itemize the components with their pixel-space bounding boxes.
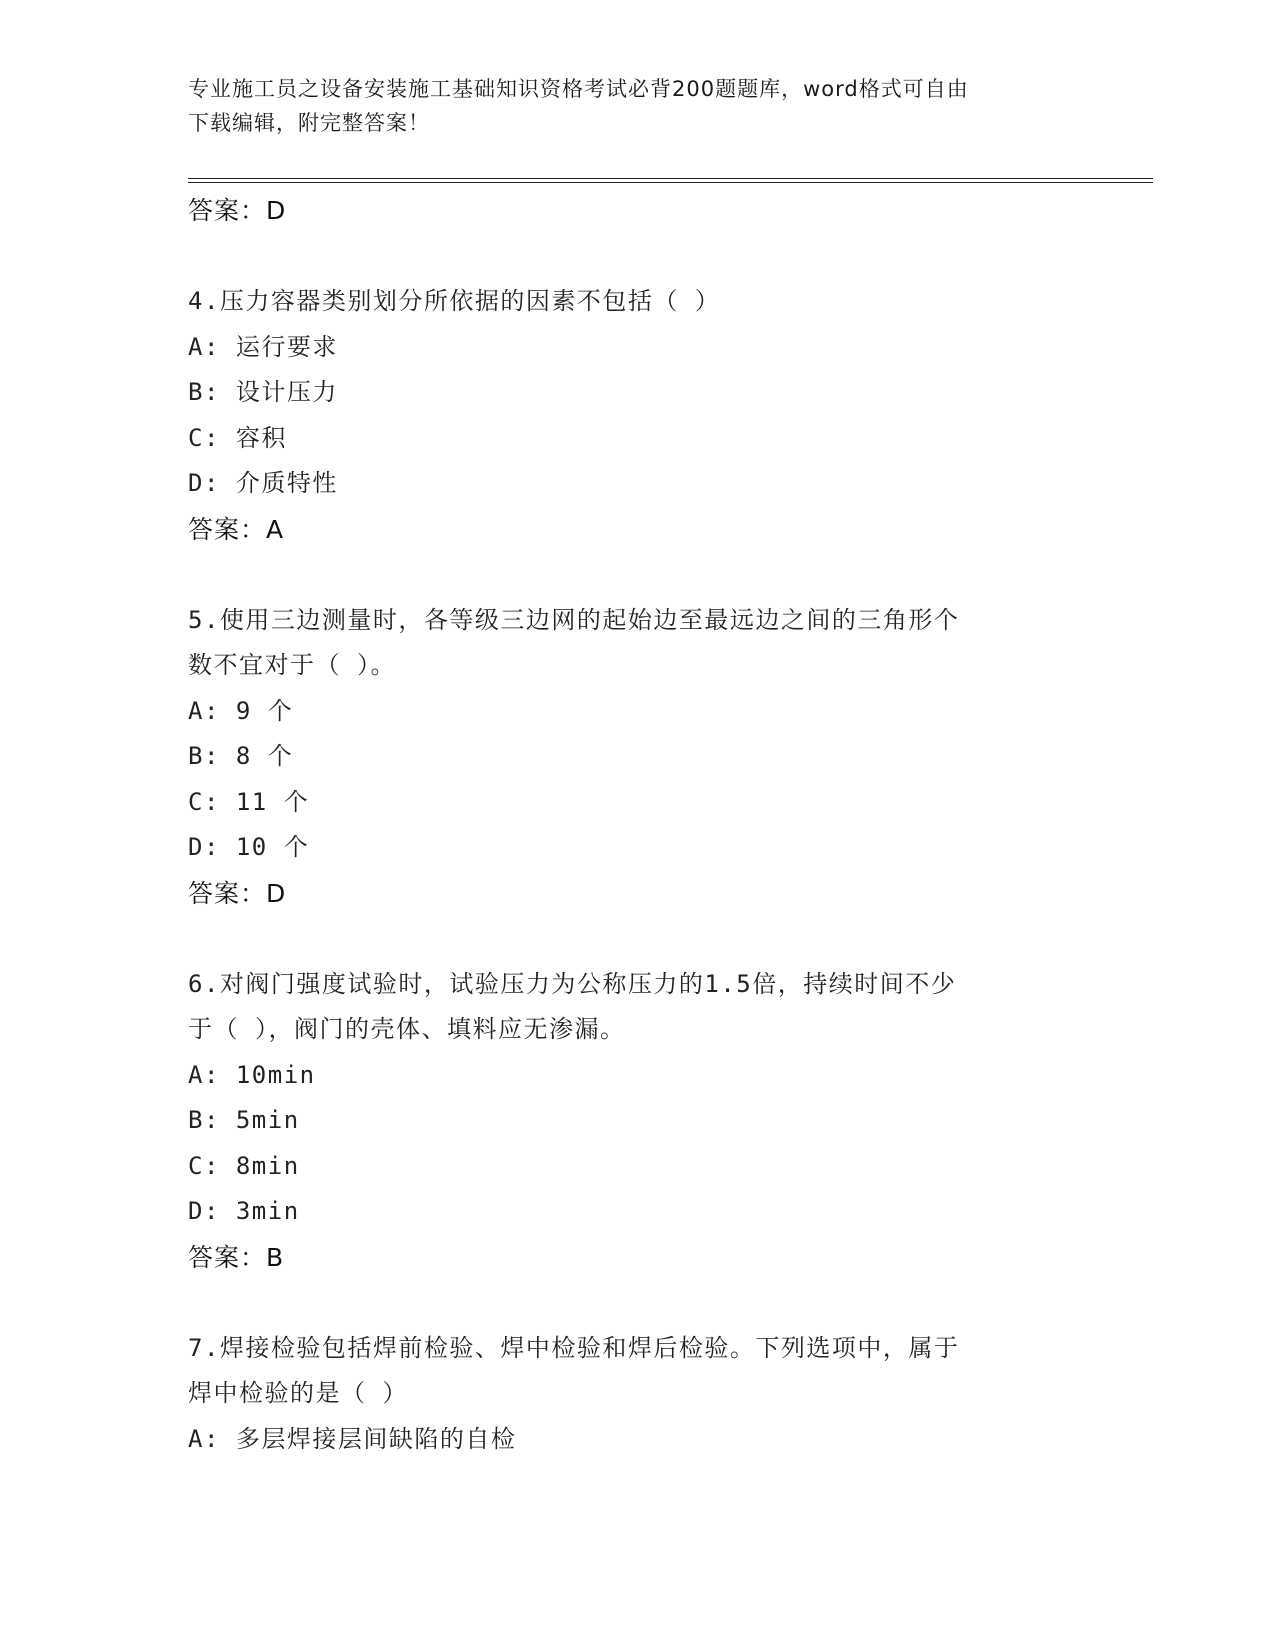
option-b: B: 设计压力 (188, 378, 338, 406)
question-stem-line-2: 焊中检验的是（ ） (188, 1379, 408, 1407)
question-6 (188, 962, 1068, 1281)
option-c: C: 11 个 (188, 787, 310, 816)
option-a: A: 运行要求 (188, 332, 338, 361)
option-c: C: 8min (188, 1151, 300, 1180)
question-answer: 答案：A (188, 514, 285, 544)
question-stem-line-1: 6.对阀门强度试验时，试验压力为公称压力的1.5倍，持续时间不少 (188, 969, 957, 998)
question-4 (188, 279, 1068, 552)
spacer (188, 552, 1068, 598)
spacer (188, 916, 1068, 962)
previous-answer: 答案：D (188, 196, 287, 225)
question-stem: 4.压力容器类别划分所依据的因素不包括（ ） (188, 287, 721, 315)
question-stem-line-2: 数不宜对于（ ）。 (188, 651, 396, 679)
question-answer: 答案：D (188, 878, 287, 908)
option-a: A: 10min (188, 1060, 316, 1089)
spacer (188, 1280, 1068, 1326)
option-d: D: 介质特性 (188, 469, 338, 497)
document-header (188, 72, 1068, 140)
header-title-line-2: 下载编辑，附完整答案！ (188, 111, 430, 135)
question-stem-line-1: 7.焊接检验包括焊前检验、焊中检验和焊后检验。下列选项中，属于 (188, 1333, 960, 1362)
option-d: D: 3min (188, 1197, 300, 1225)
option-a: A: 9 个 (188, 696, 294, 725)
question-stem-line-2: 于（ ），阀门的壳体、填料应无渗漏。 (188, 1015, 626, 1043)
spacer (188, 234, 1068, 280)
question-7 (188, 1326, 1068, 1463)
question-list (188, 188, 1068, 1462)
option-b: B: 5min (188, 1106, 300, 1134)
option-b: B: 8 个 (188, 742, 294, 770)
option-c: C: 容积 (188, 423, 287, 452)
option-d: D: 10 个 (188, 833, 310, 861)
question-5 (188, 598, 1068, 917)
question-stem-line-1: 5.使用三边测量时，各等级三边网的起始边至最远边之间的三角形个 (188, 605, 960, 634)
option-a: A: 多层焊接层间缺陷的自检 (188, 1424, 517, 1453)
question-answer: 答案：B (188, 1242, 285, 1272)
header-title-line-1: 专业施工员之设备安装施工基础知识资格考试必背200题题库，word格式可自由 (188, 77, 969, 101)
header-double-rule (188, 178, 1153, 183)
